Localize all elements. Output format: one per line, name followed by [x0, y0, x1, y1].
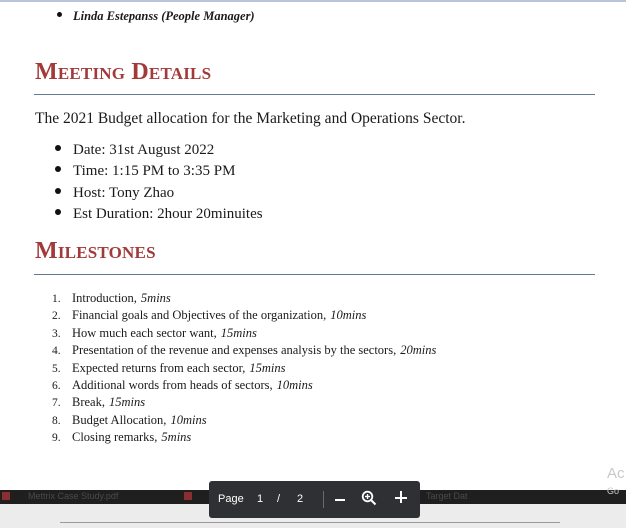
milestone-text: Closing remarks,: [72, 430, 158, 445]
milestone-number: 5.: [52, 362, 61, 375]
milestone-item: [52, 291, 436, 308]
milestone-item: [52, 343, 436, 360]
detail-item: [55, 206, 263, 227]
heading-rule: [34, 94, 595, 95]
milestones-list: [52, 291, 436, 448]
bullet-icon: [55, 188, 61, 194]
detail-date: Date: 31st August 2022: [73, 142, 215, 158]
background-file-name[interactable]: Mettrix Case Study.pdf: [28, 491, 119, 501]
milestone-time: 20mins: [400, 343, 437, 358]
milestone-time: 10mins: [330, 308, 367, 323]
page-navigation-toolbar: [209, 481, 420, 518]
milestone-time: 15mins: [108, 395, 146, 410]
background-file-name-2[interactable]: Target Dat: [426, 491, 468, 501]
milestone-number: 6.: [52, 379, 61, 392]
page-separator: /: [277, 493, 281, 505]
milestone-text: Presentation of the revenue and expenses analysis by the sectors,: [72, 343, 397, 358]
milestone-number: 3.: [52, 327, 61, 340]
bullet-icon: [57, 12, 62, 17]
milestone-item: [52, 413, 436, 430]
zoom-in-button[interactable]: [394, 490, 408, 504]
detail-item: [55, 163, 263, 184]
milestone-text: Expected returns from each sector,: [72, 360, 246, 375]
milestone-item: [52, 326, 436, 343]
milestone-number: 2.: [52, 310, 61, 323]
pdf-file-icon: [2, 492, 10, 500]
detail-item: [55, 142, 263, 163]
milestone-number: 1.: [52, 293, 61, 305]
pdf-file-icon: [184, 492, 192, 500]
milestone-time: 10mins: [170, 412, 207, 427]
milestone-text: Introduction,: [72, 291, 137, 305]
milestone-item: [52, 308, 436, 325]
milestone-text: Financial goals and Objectives of the organization,: [72, 308, 327, 323]
milestones-heading: Milestones: [35, 238, 156, 264]
heading-rule: [34, 274, 595, 275]
meeting-details-heading: Meeting Details: [35, 59, 212, 85]
bullet-icon: [55, 145, 61, 151]
detail-duration: Est Duration: 2hour 20minuites: [73, 205, 263, 222]
milestone-item: [52, 395, 436, 412]
detail-time: Time: 1:15 PM to 3:35 PM: [73, 163, 236, 180]
detail-host: Host: Tony Zhao: [73, 184, 175, 201]
milestone-number: 7.: [52, 397, 61, 410]
milestone-text: Budget Allocation,: [72, 412, 167, 427]
meeting-intro: The 2021 Budget allocation for the Marketing and Operations Sector.: [35, 110, 466, 127]
magnifier-icon[interactable]: [361, 490, 377, 506]
attendee-text: Linda Estepanss (People Manager): [73, 9, 255, 23]
activate-watermark-sub: Go: [607, 486, 620, 496]
milestone-time: 10mins: [276, 377, 313, 392]
toolbar-divider: [323, 491, 324, 508]
milestone-number: 4.: [52, 345, 61, 358]
milestone-item: [52, 361, 436, 378]
meeting-details-list: [55, 142, 263, 227]
current-page-input[interactable]: 1: [257, 493, 264, 505]
milestone-number: 9.: [52, 432, 61, 445]
detail-item: [55, 185, 263, 206]
milestone-time: 5mins: [161, 430, 192, 445]
milestone-text: How much each sector want,: [72, 325, 217, 340]
milestone-text: Additional words from heads of sectors,: [72, 377, 273, 392]
milestone-number: 8.: [52, 414, 61, 427]
activate-watermark: Ac: [607, 465, 625, 482]
milestone-text: Break,: [72, 395, 105, 410]
bullet-icon: [55, 209, 61, 215]
attendee-line: [57, 9, 255, 24]
milestone-item: [52, 378, 436, 395]
page-label: Page: [218, 493, 244, 505]
milestone-time: 5mins: [140, 291, 171, 305]
bullet-icon: [55, 166, 61, 172]
milestone-time: 15mins: [220, 325, 257, 340]
total-pages: 2: [297, 493, 304, 505]
zoom-out-button[interactable]: [333, 489, 347, 507]
milestone-item: [52, 430, 436, 447]
milestone-time: 15mins: [249, 360, 286, 375]
